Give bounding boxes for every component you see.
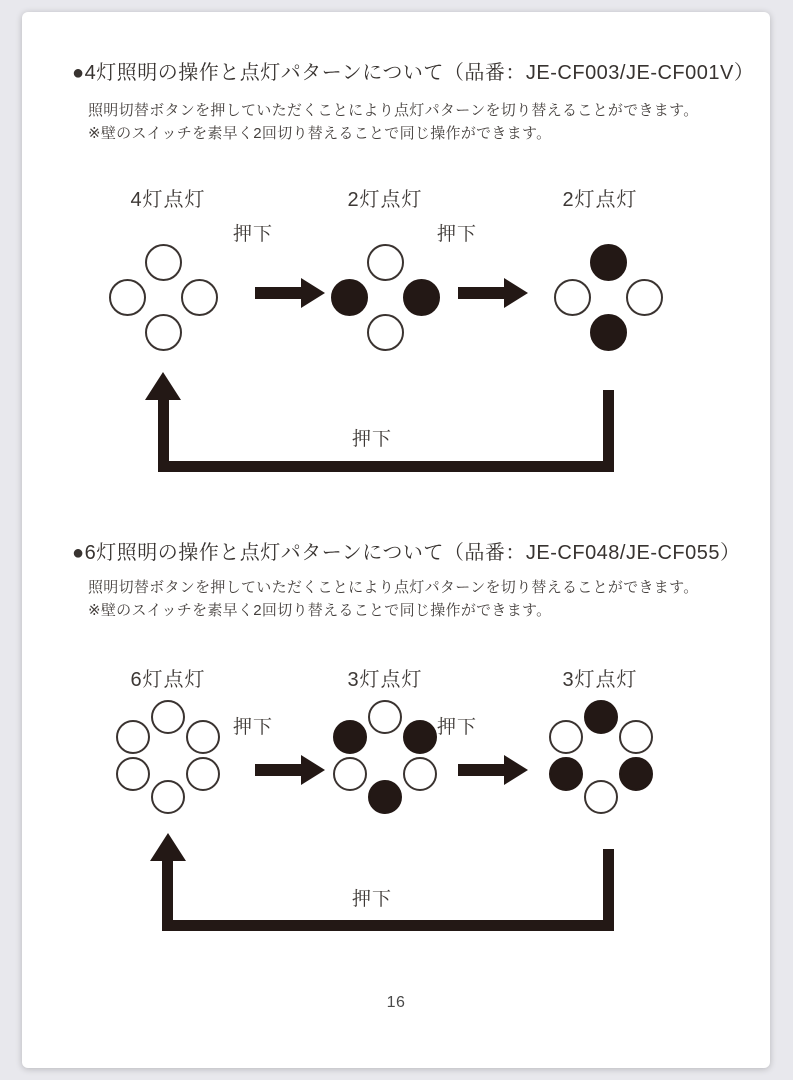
lamp-off-icon	[145, 314, 182, 351]
up-arrowhead-icon	[145, 372, 181, 400]
manual-page	[22, 12, 770, 1068]
page-number: 16	[386, 994, 406, 1011]
lamp-off-icon	[145, 244, 182, 281]
lamp-off-icon	[333, 757, 367, 791]
lamp-lit-icon	[333, 720, 367, 754]
lighting-pattern-diagram-4-light	[22, 185, 770, 490]
lamp-off-icon	[626, 279, 663, 316]
lamp-off-icon	[116, 720, 150, 754]
lamp-off-icon	[584, 780, 618, 814]
lamp-off-icon	[186, 757, 220, 791]
lamp-lit-icon	[549, 757, 583, 791]
right-arrow-icon	[458, 287, 504, 299]
loop-arrow-right-bar	[603, 390, 614, 472]
lamp-lit-icon	[403, 720, 437, 754]
press-label: 押下	[232, 224, 273, 245]
lamp-off-icon	[116, 757, 150, 791]
lamp-off-icon	[619, 720, 653, 754]
lamp-off-icon	[109, 279, 146, 316]
lighting-pattern-diagram-6-light	[22, 665, 770, 950]
state-label: 4灯点灯	[130, 189, 206, 211]
state-label: 3灯点灯	[347, 669, 423, 691]
loop-arrow-bottom-bar	[162, 920, 614, 931]
up-arrowhead-icon	[150, 833, 186, 861]
lamp-off-icon	[186, 720, 220, 754]
lamp-off-icon	[367, 244, 404, 281]
lamp-lit-icon	[584, 700, 618, 734]
section-4-description-line1: 照明切替ボタンを押していただくことにより点灯パターンを切り替えることができます。	[88, 102, 699, 119]
lamp-off-icon	[403, 757, 437, 791]
section-title-4-light: ●4灯照明の操作と点灯パターンについて（品番：JE-CF003/JE-CF001V）	[72, 62, 755, 84]
lamp-lit-icon	[403, 279, 440, 316]
section-title-6-light: ●6灯照明の操作と点灯パターンについて（品番：JE-CF048/JE-CF055）	[72, 542, 741, 564]
lamp-lit-icon	[368, 780, 402, 814]
lamp-off-icon	[554, 279, 591, 316]
lamp-off-icon	[181, 279, 218, 316]
right-arrow-icon	[458, 764, 504, 776]
right-arrow-icon	[255, 287, 301, 299]
lamp-lit-icon	[331, 279, 368, 316]
right-arrow-icon	[255, 764, 301, 776]
section-6-description-line1: 照明切替ボタンを押していただくことにより点灯パターンを切り替えることができます。	[88, 579, 699, 596]
state-label: 3灯点灯	[562, 669, 638, 691]
lamp-off-icon	[151, 780, 185, 814]
section-4-description-line2: ※壁のスイッチを素早く2回切り替えることで同じ操作ができます。	[88, 125, 552, 142]
lamp-lit-icon	[619, 757, 653, 791]
loop-press-label: 押下	[351, 889, 392, 910]
press-label: 押下	[436, 224, 477, 245]
loop-arrow-right-bar	[603, 849, 614, 931]
state-label: 6灯点灯	[130, 669, 206, 691]
loop-press-label: 押下	[351, 429, 392, 450]
loop-arrow-bottom-bar	[158, 461, 614, 472]
section-6-description-line2: ※壁のスイッチを素早く2回切り替えることで同じ操作ができます。	[88, 602, 552, 619]
lamp-off-icon	[368, 700, 402, 734]
lamp-lit-icon	[590, 314, 627, 351]
lamp-lit-icon	[590, 244, 627, 281]
lamp-off-icon	[367, 314, 404, 351]
press-label: 押下	[232, 717, 273, 738]
lamp-off-icon	[549, 720, 583, 754]
state-label: 2灯点灯	[562, 189, 638, 211]
press-label: 押下	[436, 717, 477, 738]
state-label: 2灯点灯	[347, 189, 423, 211]
lamp-off-icon	[151, 700, 185, 734]
